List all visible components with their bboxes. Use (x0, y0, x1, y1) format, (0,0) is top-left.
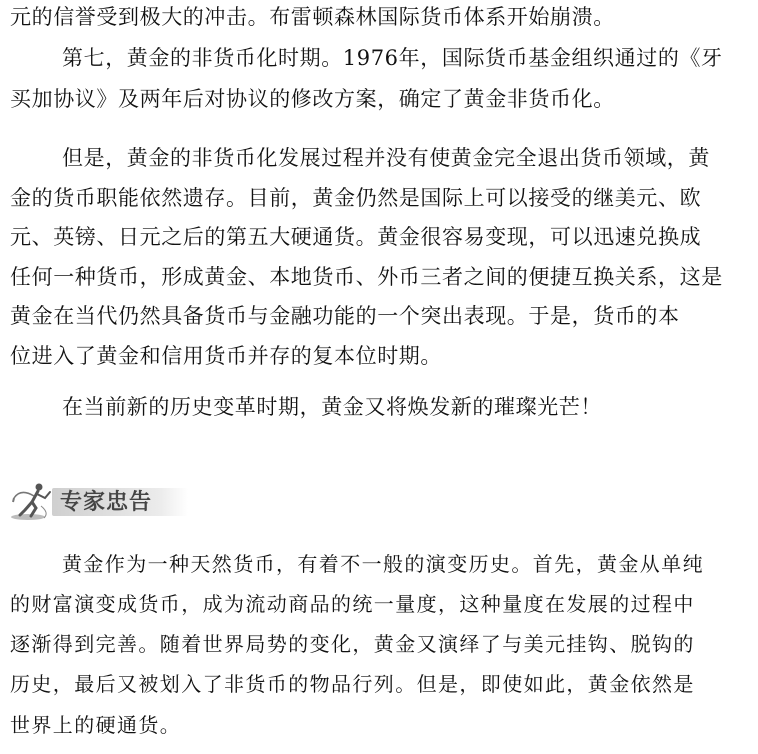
text-line: 世界上的硬通货。 (10, 713, 182, 737)
text-line: 历史，最后又被划入了非货币的物品行列。但是，即使如此，黄金依然是 (10, 672, 695, 696)
text-line: 第七，黄金的非货币化时期。1976年，国际货币基金组织通过的《牙 (62, 46, 723, 70)
text-line: 位进入了黄金和信用货币并存的复本位时期。 (10, 344, 442, 368)
text-line: 金的货币职能依然遗存。目前，黄金仍然是国际上可以接受的继美元、欧 (10, 186, 702, 210)
text-line: 黄金作为一种天然货币，有着不一般的演变历史。首先，黄金从单纯 (62, 552, 704, 576)
text-line: 元、英镑、日元之后的第五大硬通货。黄金很容易变现，可以迅速兑换成 (10, 225, 702, 249)
golfer-icon (8, 480, 58, 522)
text-line: 任何一种货币，形成黄金、本地货币、外币三者之间的便捷互换关系，这是 (10, 265, 723, 289)
text-line: 买加协议》及两年后对协议的修改方案，确定了黄金非货币化。 (10, 87, 615, 111)
text-line: 但是，黄金的非货币化发展过程并没有使黄金完全退出货币领域，黄 (62, 146, 710, 170)
text-line: 元的信誉受到极大的冲击。布雷顿森林国际货币体系开始崩溃。 (10, 5, 615, 29)
text-line: 在当前新的历史变革时期，黄金又将焕发新的璀璨光芒！ (62, 395, 602, 419)
text-line: 逐渐得到完善。随着世界局势的变化，黄金又演绎了与美元挂钩、脱钩的 (10, 632, 695, 656)
text-line: 的财富演变成货币，成为流动商品的统一量度，这种量度在发展的过程中 (10, 592, 695, 616)
expert-tip-title: 专家忠告 (60, 489, 153, 515)
text-line: 黄金在当代仍然具备货币与金融功能的一个突出表现。于是，货币的本 (10, 304, 680, 328)
expert-tip-header (8, 480, 193, 522)
